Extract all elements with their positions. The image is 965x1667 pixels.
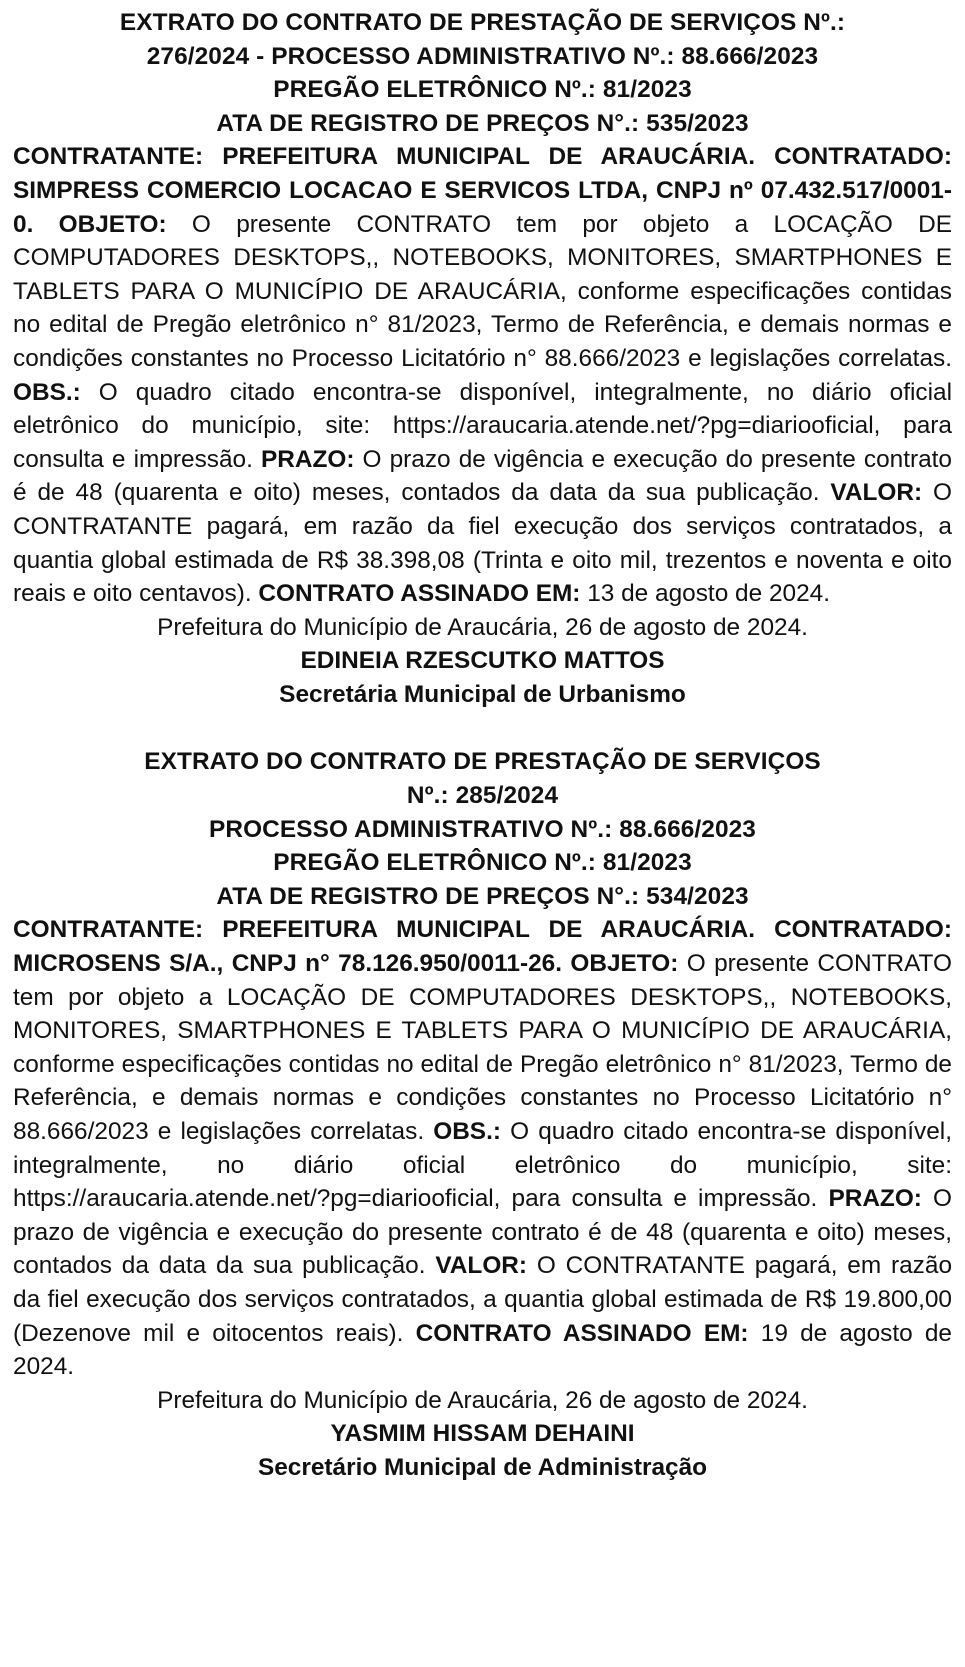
heading-line: EXTRATO DO CONTRATO DE PRESTAÇÃO DE SERVIÇOS <box>144 748 821 776</box>
contract-extract-276 <box>13 6 952 711</box>
assinado-date: 13 de agosto de 2024. <box>580 580 830 608</box>
signer-name: YASMIM HISSAM DEHAINI <box>330 1420 635 1448</box>
heading-line: PREGÃO ELETRÔNICO Nº.: 81/2023 <box>273 849 692 877</box>
obs-text: O quadro citado encontra-se disponível, integralmente, no diário oficial eletrônico do município, site: https://araucaria.atende.net/?pg=diariooficial, para consulta e impressão. <box>13 1118 952 1213</box>
objeto-text: O presente CONTRATO tem por objeto a LOCAÇÃO DE COMPUTADORES DESKTOPS,, NOTEBOOKS, MONITORES, SMARTPHONES E TABLETS PARA O MUNICÍPIO DE ARAUCÁRIA, conforme especificações contidas no edital de Pregão eletrônico n° 81/2023, Termo de Referência, e demais normas e condições constantes no Processo Licitatório n° 88.666/2023 e legislações correlatas. <box>13 950 952 1145</box>
contratante-clause: CONTRATANTE: PREFEITURA MUNICIPAL DE ARAUCÁRIA. CONTRATADO: MICROSENS S/A., CNPJ n° 78.126.950/0011-26. OBJETO: <box>13 916 952 978</box>
signer-name: EDINEIA RZESCUTKO MATTOS <box>300 647 665 675</box>
heading-line: PREGÃO ELETRÔNICO Nº.: 81/2023 <box>273 76 692 104</box>
heading-line: Nº.: 285/2024 <box>406 782 559 810</box>
heading-line: 276/2024 - PROCESSO ADMINISTRATIVO Nº.: 88.666/2023 <box>146 42 819 70</box>
valor-text: O CONTRATANTE pagará, em razão da fiel execução dos serviços contratados, a quantia global estimada de R$ 19.800,00 (Dezenove mil e oitocentos reais). <box>13 1252 953 1347</box>
prazo-label: PRAZO: <box>260 445 355 473</box>
valor-text: O CONTRATANTE pagará, em razão da fiel execução dos serviços contratados, a quantia global estimada de R$ 38.398,08 (Trinta e oito mil, trezentos e noventa e oito reais e oito centavos). <box>13 479 952 608</box>
extract-heading <box>13 6 952 140</box>
extract-body <box>13 140 952 610</box>
place-date: Prefeitura do Município de Araucária, 26 de agosto de 2024. <box>157 613 808 641</box>
prazo-text: O prazo de vigência e execução do presente contrato é de 48 (quarenta e oito) meses, contados da data da sua publicação. <box>13 445 953 507</box>
signer-role: Secretário Municipal de Administração <box>257 1453 708 1481</box>
prazo-text: O prazo de vigência e execução do presente contrato é de 48 (quarenta e oito) meses, contados da data da sua publicação. <box>13 1185 953 1280</box>
assinado-date: 19 de agosto de 2024. <box>13 1319 952 1381</box>
contract-extract-285 <box>13 745 952 1484</box>
valor-label: VALOR: <box>435 1252 528 1280</box>
valor-label: VALOR: <box>830 479 923 507</box>
objeto-text: O presente CONTRATO tem por objeto a LOCAÇÃO DE COMPUTADORES DESKTOPS,, NOTEBOOKS, MONITORES, SMARTPHONES E TABLETS PARA O MUNICÍPIO DE ARAUCÁRIA, conforme especificações contidas no edital de Pregão eletrônico n° 81/2023, Termo de Referência, e demais normas e condições constantes no Processo Licitatório n° 88.666/2023 e legislações correlatas. <box>13 210 952 372</box>
heading-line: ATA DE REGISTRO DE PREÇOS N°.: 534/2023 <box>216 882 749 910</box>
heading-line: ATA DE REGISTRO DE PREÇOS N°.: 535/2023 <box>216 109 749 137</box>
obs-text: O quadro citado encontra-se disponível, integralmente, no diário oficial eletrônico do município, site: https://araucaria.atende.net/?pg=diariooficial, para consulta e impressão. <box>13 378 952 473</box>
extract-heading <box>13 745 952 913</box>
place-date: Prefeitura do Município de Araucária, 26 de agosto de 2024. <box>157 1386 808 1414</box>
heading-line: EXTRATO DO CONTRATO DE PRESTAÇÃO DE SERVIÇOS Nº.: <box>119 9 846 36</box>
contratante-clause: CONTRATANTE: PREFEITURA MUNICIPAL DE ARAUCÁRIA. CONTRATADO: SIMPRESS COMERCIO LOCACAO E SERVICOS LTDA, CNPJ nº 07.432.517/0001-0. OBJETO: <box>13 143 952 238</box>
document-page <box>13 6 952 1485</box>
signer-role: Secretária Municipal de Urbanismo <box>279 680 686 708</box>
assinado-label: CONTRATO ASSINADO EM: <box>258 580 581 608</box>
obs-label: OBS.: <box>13 378 81 406</box>
assinado-label: CONTRATO ASSINADO EM: <box>415 1319 749 1347</box>
prazo-label: PRAZO: <box>828 1185 922 1213</box>
obs-label: OBS.: <box>433 1118 501 1145</box>
extract-body <box>13 913 952 1383</box>
heading-line: PROCESSO ADMINISTRATIVO Nº.: 88.666/2023 <box>209 815 756 843</box>
